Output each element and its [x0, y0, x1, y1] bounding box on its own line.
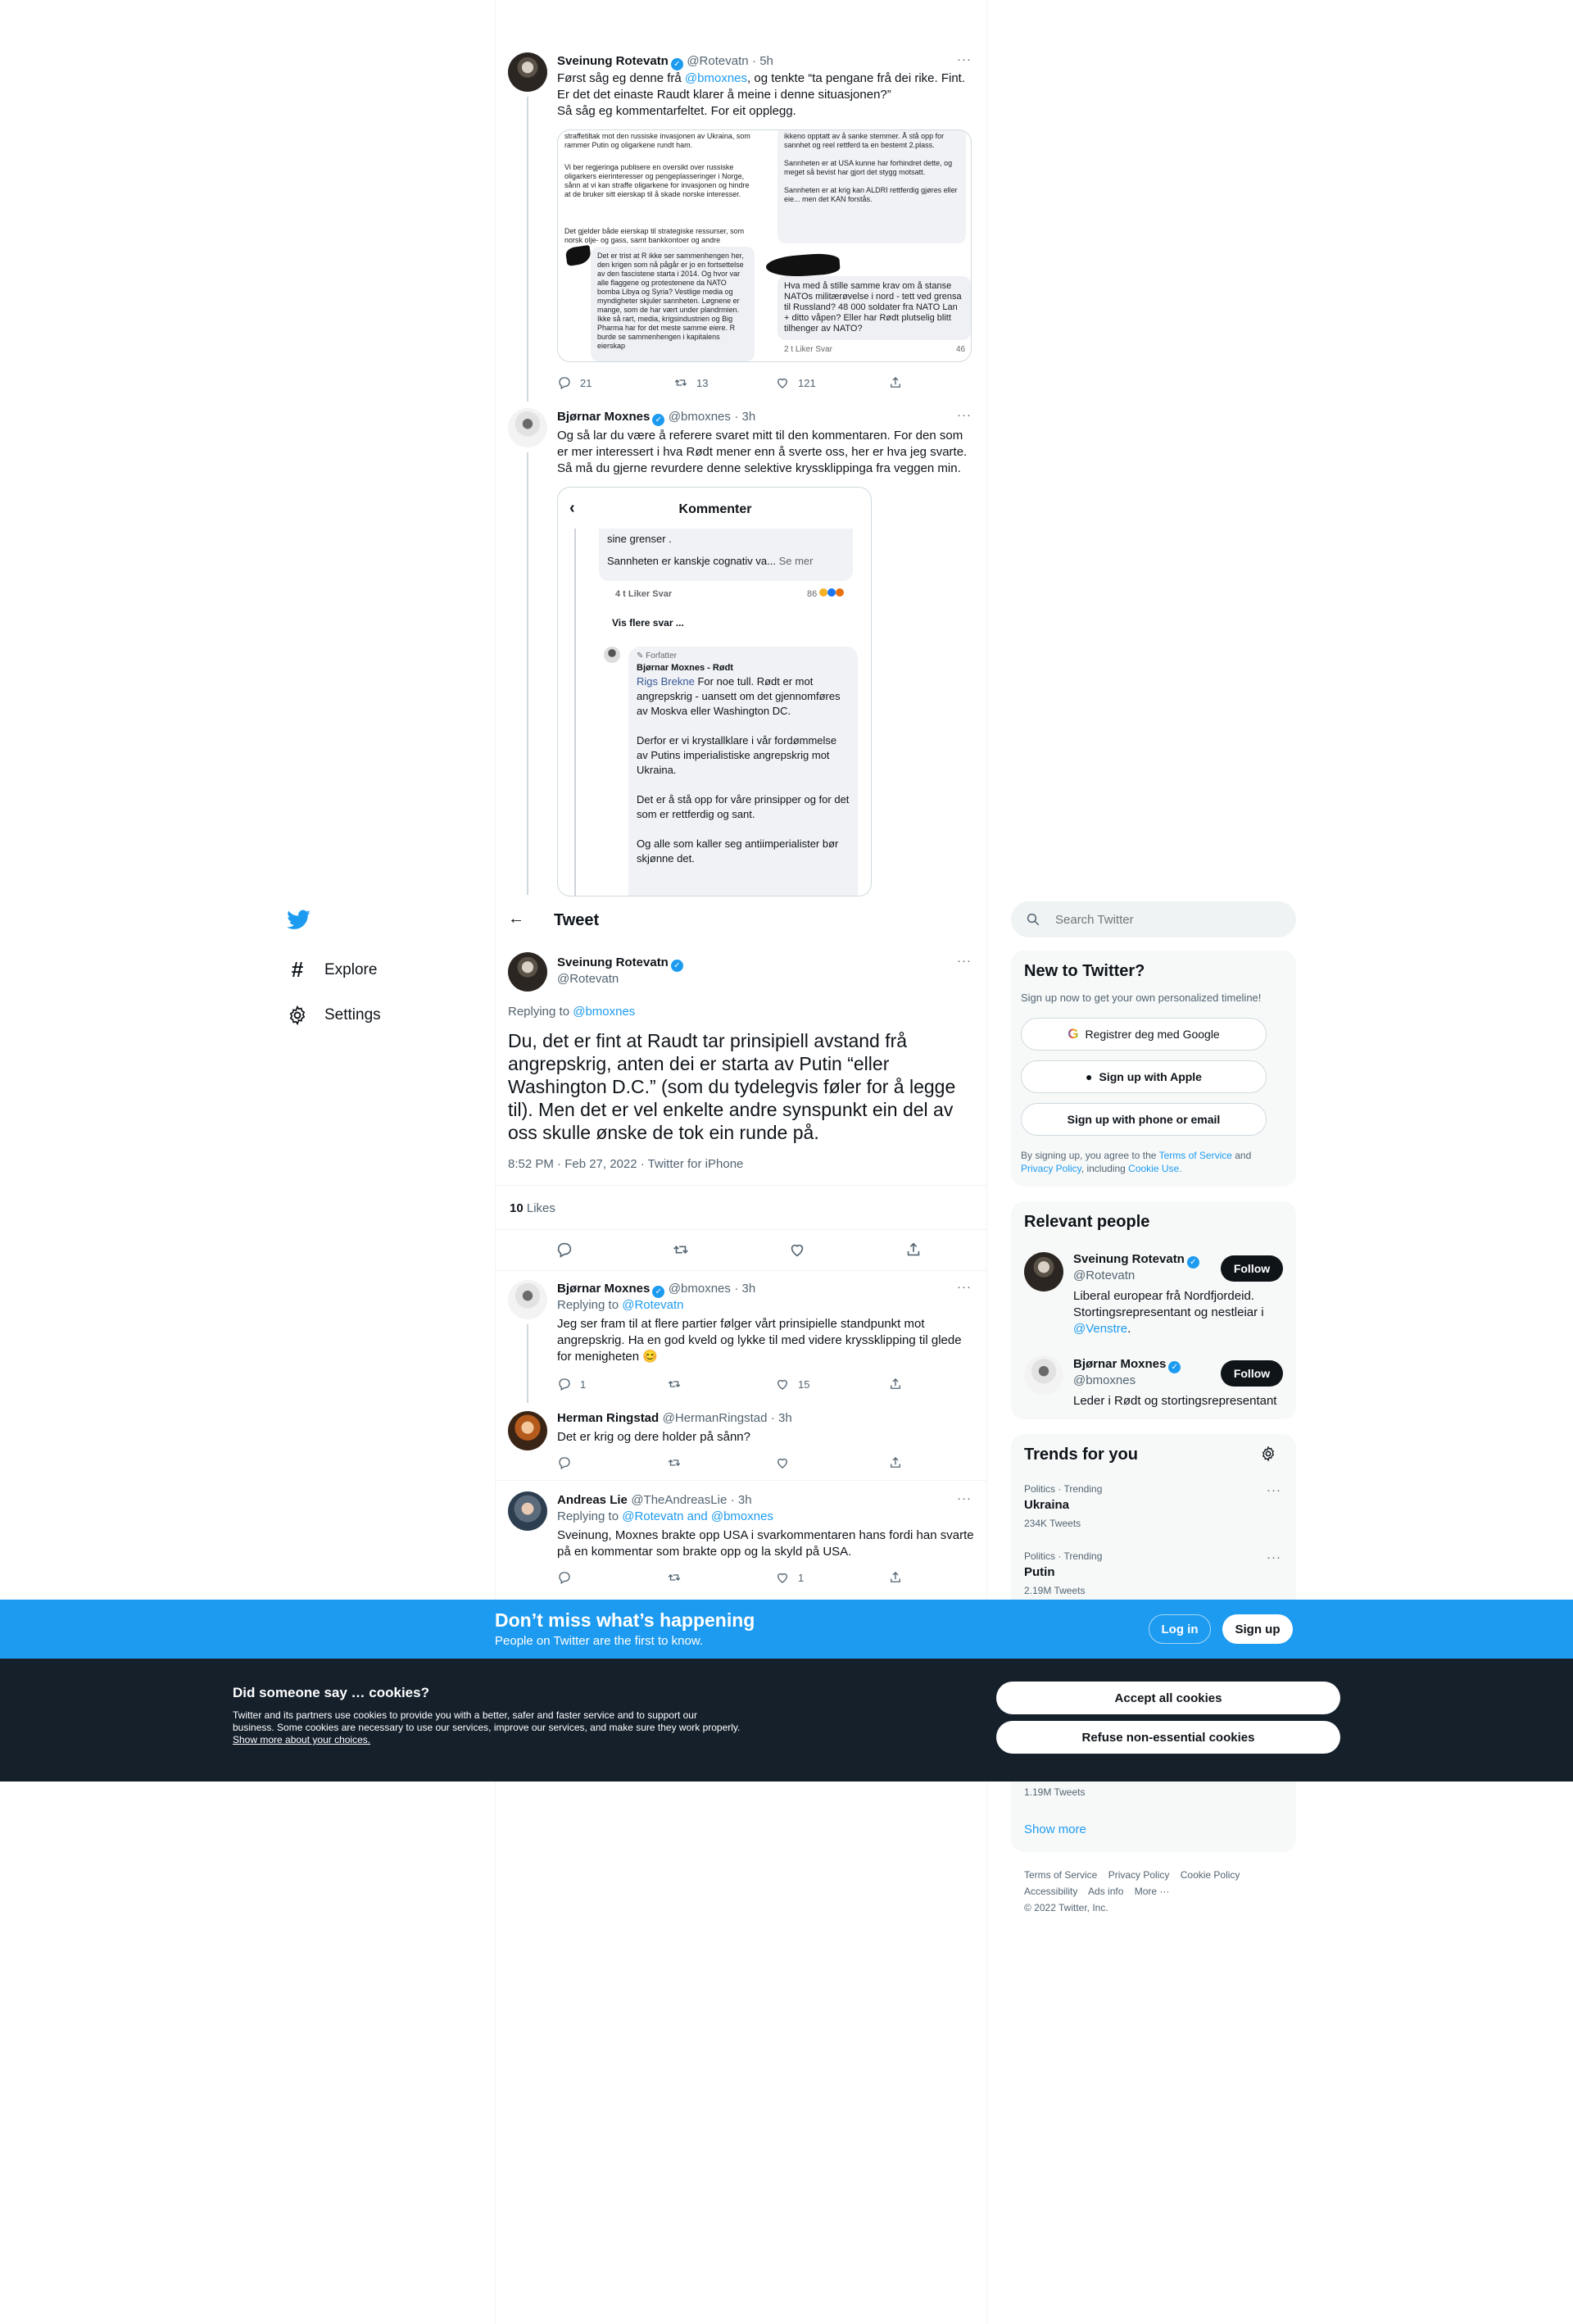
cookie-choices-link[interactable]: Show more about your choices.: [233, 1734, 371, 1745]
person-handle[interactable]: @Rotevatn: [1073, 1269, 1136, 1282]
image-text: Det gjelder både eierskap til strategiske ressurser, som norsk olje- og gass, samt bankkontoer og andre: [564, 227, 745, 244]
search-input[interactable]: [1055, 901, 1285, 937]
terms-text: [1021, 1149, 1275, 1175]
trend-count: 234K Tweets: [1024, 1518, 1081, 1529]
more-replies: Vis flere svar ...: [612, 617, 684, 629]
image-text: Det er å stå opp for våre prinsipper og for det som er rettferdig og sant.: [637, 793, 850, 820]
tweet-header: [557, 410, 755, 426]
likes-stat[interactable]: [510, 1201, 555, 1215]
reply-button[interactable]: [557, 1570, 572, 1585]
share-button[interactable]: [888, 1377, 903, 1391]
banner-title: Don’t miss what’s happening: [495, 1609, 755, 1631]
footer-link[interactable]: Privacy Policy: [1108, 1869, 1170, 1881]
image-count: 46: [956, 345, 966, 354]
image-text: Og alle som kaller seg antiimperialister bør skjønne det.: [637, 837, 839, 865]
retweet-button[interactable]: [667, 1377, 682, 1391]
nav-explore[interactable]: [287, 957, 377, 983]
bio-link[interactable]: @Venstre: [1073, 1322, 1128, 1336]
reply-button[interactable]: [557, 375, 592, 390]
signup-title: New to Twitter?: [1024, 962, 1145, 980]
likes-count: 10: [510, 1201, 524, 1215]
share-icon: [888, 375, 903, 390]
verified-icon: ✓: [671, 58, 683, 70]
tweet-text: Og så lar du være å referere svaret mitt til den kommentaren. For den som er mer interessert i hva Rødt mener enn å sverte oss, her er hva jeg svarte. Så må du gjerne revurdere denne selektive kryssklippinga fra veggen min.: [557, 429, 968, 475]
tweet-text-part: , og tenkte “ta pengane frå dei rike. Fint. Er det det einaste Raudt klarer å meine i denne situasjonen?”: [557, 71, 966, 102]
footer-more-button[interactable]: More ···: [1134, 1886, 1170, 1897]
more-icon[interactable]: ···: [957, 52, 972, 66]
image-bubble: ✎ Forfatter Bjørnar Moxnes - Rødt Rigs Brekne For noe tull. Rødt er mot angrepskrig - uansett om det gjennomføres av Moskva eller Washington DC. Derfor er vi krystallklare i vår fordømmelse av Putins imperialistiske angrepskrig mot Ukraina. Det er å stå opp for våre prinsipper og for det som er rettferdig og sant. Og alle som kaller seg antiimperialister bør skjønne det.: [628, 647, 858, 896]
author-name[interactable]: Herman Ringstad: [557, 1411, 660, 1425]
footer-links: [1024, 1867, 1286, 1916]
avatar: [604, 647, 620, 663]
retweet-icon[interactable]: [672, 1241, 690, 1259]
image-reactions: [807, 588, 844, 599]
angry-reaction-icon: [836, 588, 844, 597]
image-meta: 2 t Liker Svar: [784, 345, 832, 354]
cookie-use-link[interactable]: Cookie Use.: [1128, 1163, 1182, 1174]
author-name[interactable]: Bjørnar Moxnes: [557, 410, 651, 424]
image-comment: Det er trist at R ikke ser sammenhengen her, den krigen som nå pågår er jo en fortsettelse av den fascistene starta i 2014. Og hvor var alle flaggene og protestenene da NATO bomba Libya og Syria? Vestlige media og myndigheter skjuler sannheten. Løgnene er mange, som de har vært under plandrmien. Ikke så rart, media, krigsindustrien og Big Pharma har for det meste samme eiere. R burde se sammenhengen i kapitalens eierskap: [591, 247, 755, 361]
person-name[interactable]: [1073, 1252, 1199, 1269]
bio-text: Liberal europear frå Nordfjordeid. Stortingsrepresentant og nestleiar i: [1073, 1289, 1264, 1319]
footer-link[interactable]: Ads info: [1088, 1886, 1124, 1897]
redaction-mark: [765, 252, 841, 279]
tweet-header: [557, 955, 683, 972]
reply-button[interactable]: [557, 1455, 572, 1470]
share-icon: [888, 1377, 903, 1391]
reply-count: 21: [580, 376, 592, 389]
tweet-image[interactable]: [557, 487, 872, 896]
button-label: Registrer deg med Google: [1085, 1028, 1220, 1041]
verified-icon: ✓: [1187, 1256, 1199, 1269]
thread-line: [527, 97, 528, 402]
share-button[interactable]: [888, 1455, 903, 1470]
image-bubble: [777, 129, 966, 243]
tweet-image[interactable]: [557, 129, 972, 362]
more-icon[interactable]: ···: [1267, 1550, 1281, 1564]
avatar[interactable]: [1024, 1252, 1063, 1291]
image-text: Derfor er vi krystallklare i vår fordømmelse av Putins imperialistiske angrepskrig mot Ukraina.: [637, 734, 837, 776]
retweet-icon: [667, 1570, 682, 1585]
search-box[interactable]: [1011, 901, 1296, 937]
divider: [495, 1229, 986, 1230]
avatar[interactable]: [508, 952, 547, 992]
image-header: Kommenter: [678, 502, 752, 516]
verified-icon: ✓: [1168, 1361, 1181, 1373]
retweet-count: 13: [696, 376, 709, 389]
mention-link[interactable]: @Rotevatn and @bmoxnes: [622, 1509, 773, 1523]
image-bubble: [599, 529, 853, 581]
image-text: Se mer: [778, 555, 814, 567]
share-icon[interactable]: [904, 1241, 922, 1259]
tweet-text: [557, 70, 972, 120]
person-handle[interactable]: @bmoxnes: [1073, 1373, 1136, 1387]
divider: [495, 1270, 986, 1271]
gear-icon: [287, 1005, 308, 1026]
share-icon: [888, 1570, 903, 1585]
person-name-text: Sveinung Rotevatn: [1073, 1252, 1185, 1266]
retweet-icon: [673, 375, 688, 390]
tweet-time[interactable]: · 5h: [752, 54, 773, 68]
gear-icon[interactable]: [1260, 1446, 1276, 1462]
avatar[interactable]: [508, 52, 547, 92]
trend-item[interactable]: Putin: [1024, 1565, 1055, 1579]
privacy-link[interactable]: Privacy Policy: [1021, 1163, 1081, 1174]
reaction-count: 86: [807, 589, 818, 599]
like-button[interactable]: [775, 1455, 790, 1470]
terms-link[interactable]: Terms of Service: [1158, 1150, 1232, 1161]
nav-label: Explore: [324, 960, 378, 978]
tweet-text-part: Først såg eg denne frå: [557, 71, 685, 85]
replying-label: Replying to: [557, 1509, 623, 1523]
apple-signup-button[interactable]: [1021, 1060, 1267, 1093]
page-title: Tweet: [554, 911, 600, 929]
tweet-text: Jeg ser fram til at flere partier følger vårt prinsipielle standpunkt mot angrepskrig. Ha en god kveld og lykke til med videre kryssklipping til glede for menigheten 😊: [557, 1317, 962, 1364]
avatar[interactable]: [508, 408, 547, 447]
tweet-header: [557, 1493, 752, 1508]
replying-to: [508, 1005, 635, 1019]
tweet-header: [557, 1282, 755, 1298]
heart-icon[interactable]: [788, 1241, 806, 1259]
nav-label: Settings: [324, 1006, 381, 1024]
copyright: © 2022 Twitter, Inc.: [1024, 1902, 1108, 1913]
more-icon[interactable]: ···: [957, 408, 972, 422]
mention-link[interactable]: @bmoxnes: [573, 1005, 636, 1019]
nav-settings[interactable]: [287, 1005, 381, 1026]
share-button[interactable]: [888, 375, 903, 390]
image-text: Sannheten er at USA kunne har forhindret dette, og meget så bevist har gjort det stygg motsatt.: [784, 159, 953, 176]
trend-meta: Politics · Trending: [1024, 1550, 1103, 1562]
google-icon: G: [1068, 1026, 1079, 1042]
image-thread-line: [574, 529, 576, 896]
author-name[interactable]: Sveinung Rotevatn: [557, 955, 669, 969]
image-comment: Hva med å stille samme krav om å stanse NATOs militærøvelse i nord - tett ved grensa til Russland? 48 000 soldater fra NATO Lan + ditto våpen? Eller har Rødt plutselig blitt tilhenger av NATO?: [777, 276, 971, 340]
show-more-link[interactable]: Show more: [1024, 1822, 1086, 1836]
tweet-time[interactable]: · 3h: [734, 1282, 756, 1296]
image-meta: 4 t Liker Svar: [615, 589, 673, 599]
reply-icon[interactable]: [555, 1241, 573, 1259]
tweet-time[interactable]: · 3h: [730, 1493, 752, 1507]
back-arrow-icon: ‹: [569, 499, 575, 517]
share-button[interactable]: [888, 1570, 903, 1585]
terms-part: , including: [1081, 1163, 1129, 1174]
trend-count: 2.19M Tweets: [1024, 1585, 1086, 1596]
heart-icon: [775, 1570, 790, 1585]
author-name[interactable]: Bjørnar Moxnes: [557, 1282, 651, 1296]
trends-title: Trends for you: [1024, 1446, 1138, 1464]
login-button[interactable]: Log in: [1149, 1614, 1211, 1644]
author-handle[interactable]: @Rotevatn: [557, 972, 619, 986]
refuse-cookies-button[interactable]: Refuse non-essential cookies: [996, 1721, 1340, 1754]
like-count: 1: [798, 1571, 805, 1584]
terms-part: By signing up, you agree to the: [1021, 1150, 1159, 1161]
reply-icon: [557, 1377, 572, 1391]
google-signup-button[interactable]: [1021, 1018, 1267, 1051]
tweet-meta[interactable]: 8:52 PM · Feb 27, 2022 · Twitter for iPhone: [508, 1157, 744, 1171]
retweet-button[interactable]: [673, 375, 708, 390]
trend-item[interactable]: Ukraina: [1024, 1498, 1070, 1512]
share-icon: [888, 1455, 903, 1470]
replying-label: Replying to: [557, 1298, 623, 1312]
more-icon[interactable]: ···: [957, 1491, 972, 1505]
retweet-button[interactable]: [667, 1455, 682, 1470]
footer-link[interactable]: Accessibility: [1024, 1886, 1078, 1897]
image-text: straffetiltak mot den russiske invasjonen av Ukraina, som rammer Putin og oligarkene rundt ham.: [564, 132, 750, 149]
like-button[interactable]: [775, 375, 816, 390]
mention-link[interactable]: @Rotevatn: [622, 1298, 684, 1312]
tweet-time[interactable]: · 3h: [734, 410, 756, 424]
more-icon[interactable]: ···: [957, 954, 972, 968]
bio-text: .: [1127, 1322, 1131, 1336]
accept-cookies-button[interactable]: Accept all cookies: [996, 1682, 1340, 1714]
hashtag-icon: #: [291, 957, 304, 982]
button-label: Sign up with phone or email: [1067, 1113, 1221, 1126]
signup-button[interactable]: Sign up: [1222, 1614, 1293, 1644]
footer-link[interactable]: Terms of Service: [1024, 1869, 1098, 1881]
image-text: ikkeno opptatt av å sanke stemmer. Å stå opp for sannhet og reel rettferd ta en bestemt 2.plass.: [784, 132, 945, 149]
tweet-text-part: Så såg eg kommentarfeltet. For eit opplegg.: [557, 104, 796, 118]
haha-reaction-icon: [819, 588, 827, 597]
avatar[interactable]: [508, 1491, 547, 1531]
mention-link[interactable]: @bmoxnes: [684, 71, 748, 85]
replying-to: [557, 1298, 683, 1312]
avatar[interactable]: [1024, 1355, 1063, 1395]
image-text: sine grenser .: [607, 533, 672, 545]
retweet-icon: [667, 1455, 682, 1470]
column-border-left: [495, 0, 496, 2324]
heart-icon: [775, 1377, 790, 1391]
redaction-mark: [565, 245, 592, 266]
like-button[interactable]: [775, 1570, 804, 1585]
trend-count: 1.19M Tweets: [1024, 1786, 1086, 1798]
replying-label: Replying to: [508, 1005, 573, 1019]
retweet-button[interactable]: [667, 1570, 682, 1585]
heart-icon: [775, 1455, 790, 1470]
person-bio: [1073, 1288, 1288, 1337]
reply-button[interactable]: [557, 1377, 586, 1391]
person-name-text: Bjørnar Moxnes: [1073, 1357, 1167, 1371]
like-count: 121: [798, 376, 816, 389]
column-border-right: [986, 0, 987, 2324]
cookie-title: Did someone say … cookies?: [233, 1685, 429, 1700]
person-name[interactable]: [1073, 1357, 1181, 1373]
thread-line: [527, 452, 528, 895]
like-reaction-icon: [827, 588, 836, 597]
signup-banner: [0, 1600, 1573, 1659]
replying-to: [557, 1509, 773, 1523]
image-mention: Rigs Brekne: [637, 675, 695, 688]
tweet-text: Sveinung, Moxnes brakte opp USA i svarkommentaren hans fordi han svarte på en kommentar som brakte opp og la skyld på USA.: [557, 1528, 974, 1559]
author-handle[interactable]: @TheAndreasLie: [631, 1493, 728, 1507]
cookie-text: [233, 1709, 741, 1746]
retweet-icon: [667, 1377, 682, 1391]
banner-subtitle: People on Twitter are the first to know.: [495, 1634, 704, 1648]
heart-icon: [775, 375, 790, 390]
reply-icon: [557, 375, 572, 390]
main-tweet-text: Du, det er fint at Raudt tar prinsipiell avstand frå angrepskrig, anten dei er starta av Putin “eller Washington D.C.” (som du tydelegvis føler for å legge til). Men det er vel enkelte andre synspunkt ein del av oss skulle ønske de tok ein runde på.: [508, 1030, 956, 1143]
author-tag: Forfatter: [646, 651, 677, 660]
follow-button[interactable]: Follow: [1221, 1255, 1283, 1282]
trend-meta: Politics · Trending: [1024, 1483, 1103, 1495]
image-author: Bjørnar Moxnes - Rødt: [637, 663, 733, 673]
likes-label: Likes: [526, 1201, 555, 1215]
verified-icon: ✓: [652, 414, 664, 426]
search-icon: [1026, 912, 1040, 927]
button-label: Sign up with Apple: [1099, 1070, 1202, 1083]
reply-icon: [557, 1455, 572, 1470]
apple-icon: ●: [1086, 1070, 1093, 1083]
like-button[interactable]: [775, 1377, 809, 1391]
like-count: 15: [798, 1378, 810, 1391]
author-handle[interactable]: @bmoxnes: [668, 410, 731, 424]
tweet-header: [557, 54, 773, 70]
avatar[interactable]: [508, 1411, 547, 1450]
cookie-banner: [0, 1659, 1573, 1782]
reply-count: 1: [580, 1378, 587, 1391]
image-text: For noe tull. Rødt er mot angrepskrig - uansett om det gjennomføres av Moskva eller Washington DC.: [637, 675, 841, 717]
back-button[interactable]: ←: [508, 910, 524, 928]
tweet-text: Det er krig og dere holder på sånn?: [557, 1430, 750, 1444]
relevant-title: Relevant people: [1024, 1213, 1150, 1231]
tweet-time[interactable]: · 3h: [770, 1411, 792, 1425]
tweet-header: [557, 1411, 792, 1426]
author-handle[interactable]: @bmoxnes: [668, 1282, 731, 1296]
phone-signup-button[interactable]: [1021, 1103, 1267, 1136]
cookie-text-body: Twitter and its partners use cookies to provide you with a better, safer and faster service and to support our business. Some cookies are necessary to use our services, improve our services, and make sure they work properly.: [233, 1709, 741, 1733]
author-name[interactable]: Sveinung Rotevatn: [557, 54, 669, 68]
author-handle[interactable]: @HermanRingstad: [662, 1411, 768, 1425]
terms-part: and: [1231, 1150, 1252, 1161]
image-text: Vi ber regjeringa publisere en oversikt over russiske oligarkers eierinteresser og pengeplasseringer i Norge, sånn at vi kan straffe oligarkene for invasjonen og hindre at de bruker sitt eierskap til å skade norske interesser.: [564, 163, 750, 198]
reply-icon: [557, 1570, 572, 1585]
thread-line: [527, 1324, 528, 1403]
person-bio: Leder i Rødt og stortingsrepresentant: [1073, 1394, 1277, 1408]
signup-subtitle: Sign up now to get your own personalized timeline!: [1021, 992, 1262, 1004]
more-icon[interactable]: ···: [957, 1280, 972, 1294]
author-handle[interactable]: @Rotevatn: [687, 54, 749, 68]
avatar[interactable]: [508, 1280, 547, 1319]
footer-link[interactable]: Cookie Policy: [1180, 1869, 1240, 1881]
author-name[interactable]: Andreas Lie: [557, 1493, 628, 1507]
twitter-logo-icon[interactable]: [287, 910, 311, 931]
divider: [495, 1480, 986, 1481]
image-text: Sannheten er at krig kan ALDRI rettferdig gjøres eller eie... men det KAN forstås.: [784, 186, 958, 203]
image-text: Sannheten er kanskje cognativ va...: [607, 555, 776, 567]
divider: [495, 1185, 986, 1186]
verified-icon: ✓: [671, 960, 683, 972]
more-icon[interactable]: ···: [1267, 1483, 1281, 1497]
verified-icon: ✓: [652, 1286, 664, 1298]
follow-button[interactable]: Follow: [1221, 1360, 1283, 1387]
